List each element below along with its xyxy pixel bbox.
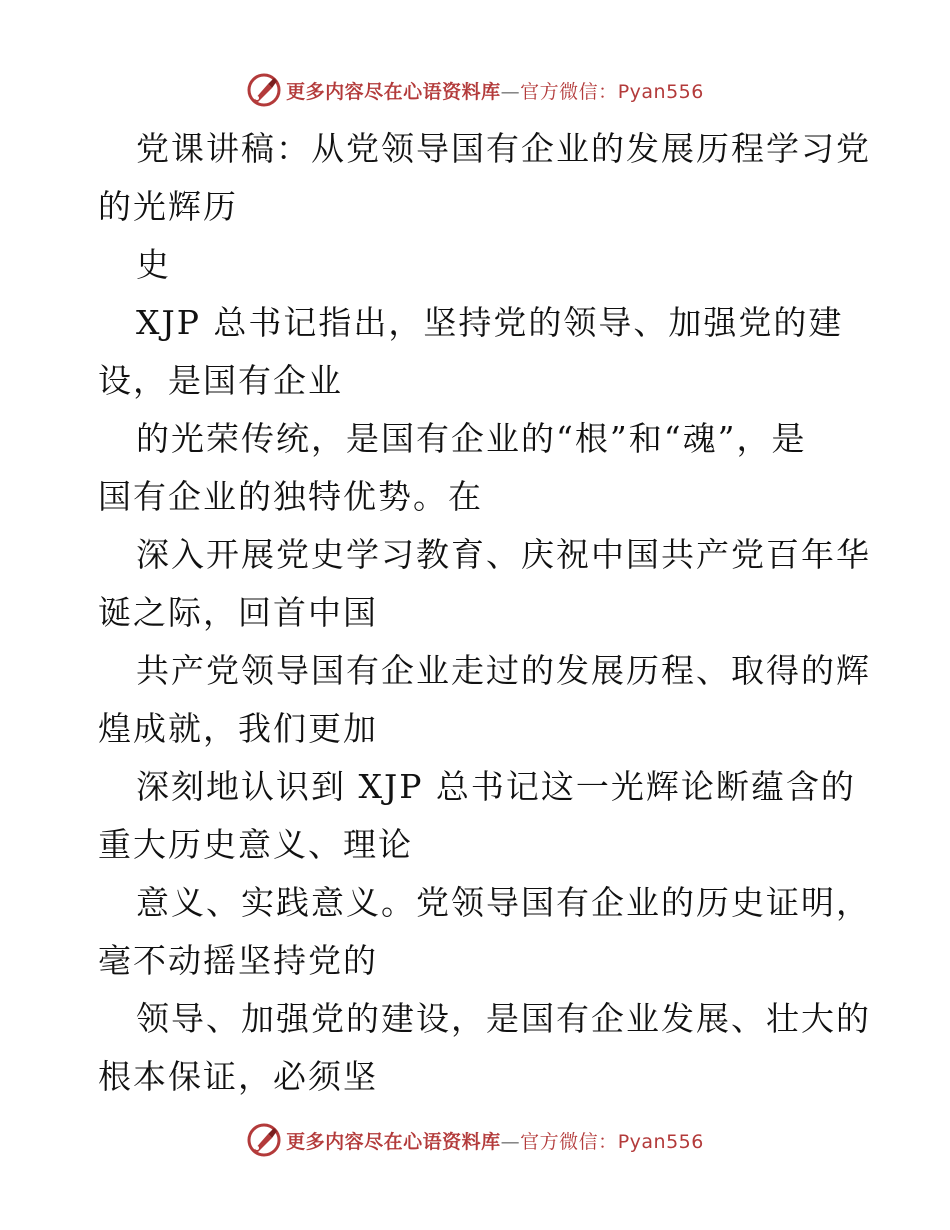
header-banner-main: 更多内容尽在心语资料库 [286,80,501,103]
paragraph-line: 国有企业的独特优势。在 [98,477,483,516]
footer-banner [0,1120,950,1160]
pen-nib-logo-icon [246,1122,282,1158]
footer-banner-main: 更多内容尽在心语资料库 [286,1130,501,1153]
paragraph-line: 共产党领导国有企业走过的发展历程、取得的辉 [136,651,871,690]
paragraph-line: 意义、实践意义。党领导国有企业的历史证明， [136,883,871,922]
title-line-1: 党课讲稿：从党领导国有企业的发展历程学习党 [136,129,871,168]
footer-banner-dash: — [500,1130,521,1153]
title-line-3: 史 [136,245,171,284]
paragraph-line: 深刻地认识到 XJP 总书记这一光辉论断蕴含的 [136,767,856,806]
title-line-2: 的光辉历 [98,187,238,226]
paragraph-line: 深入开展党史学习教育、庆祝中国共产党百年华 [136,535,871,574]
header-banner-text [286,77,704,104]
paragraph-line: 煌成就，我们更加 [98,709,378,748]
paragraph-line: XJP 总书记指出，坚持党的领导、加强党的建 [136,303,844,342]
document-body [98,120,871,1106]
header-banner [0,70,950,110]
paragraph-line: 的光荣传统，是国有企业的“根”和“魂”，是 [136,419,807,458]
footer-banner-sub: 官方微信： [520,1130,618,1153]
paragraph-line: 毫不动摇坚持党的 [98,941,378,980]
header-banner-dash: — [500,80,521,103]
paragraph-line: 诞之际，回首中国 [98,593,378,632]
paragraph-line: 根本保证，必须坚 [98,1057,378,1096]
header-banner-id: Pyan556 [617,80,704,103]
paragraph-line: 重大历史意义、理论 [98,825,413,864]
paragraph-line: 设，是国有企业 [98,361,343,400]
paragraph-line: 领导、加强党的建设，是国有企业发展、壮大的 [136,999,871,1038]
footer-banner-text [286,1127,704,1154]
footer-banner-id: Pyan556 [617,1130,704,1153]
header-banner-sub: 官方微信： [520,80,618,103]
pen-nib-logo-icon [246,72,282,108]
